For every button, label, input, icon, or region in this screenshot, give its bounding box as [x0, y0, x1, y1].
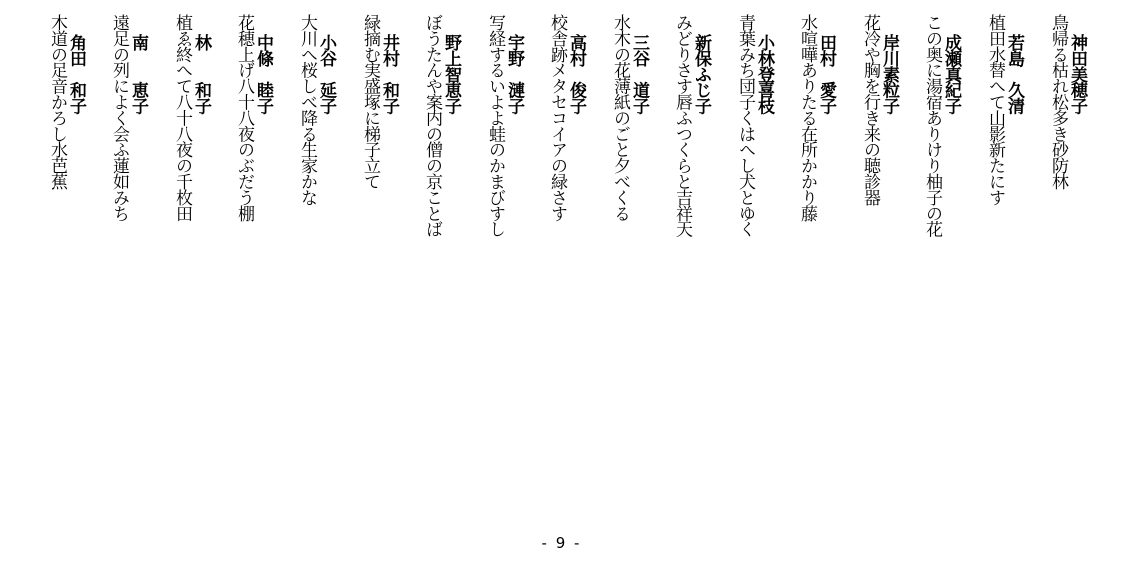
haiku-text: 遠足の列によく会ふ蓮如みち	[109, 14, 129, 221]
haiku-text: みどりさす唇ふつくらと吉祥天	[672, 14, 692, 237]
author-name: 中條 睦子	[253, 34, 273, 114]
haiku-text: 写経するいよよ蛙のかまびすし	[485, 14, 505, 237]
haiku-text: 青葉みち団子くはへし犬とゆく	[735, 14, 755, 237]
author-name: 宇野 漣子	[504, 34, 524, 114]
haiku-text: 花穂上げ八十八夜のぶだう棚	[234, 14, 254, 221]
author-name: 岸川素粒子	[879, 34, 899, 114]
author-name: 林 和子	[191, 34, 211, 114]
author-name: 若島 久清	[1004, 34, 1024, 114]
haiku-text: 緑摘む実盛塚に梯子立て	[360, 14, 380, 189]
author-name: 井村 和子	[379, 34, 399, 114]
author-name: 高村 俊子	[566, 34, 586, 114]
haiku-text: 水木の花薄紙のごと夕べくる	[610, 14, 630, 221]
page-number: - 9 -	[541, 534, 582, 552]
author-name: 神田美穂子	[1067, 34, 1087, 114]
haiku-text: ぼうたんや案内の僧の京ことば	[422, 14, 442, 237]
author-name: 小林登喜枝	[754, 34, 774, 114]
haiku-text: この奥に湯宿ありけり柚子の花	[922, 14, 942, 237]
haiku-text: 植ゑ終へて八十八夜の千枚田	[172, 14, 192, 221]
author-name: 野上智恵子	[441, 34, 461, 114]
haiku-text: 植田水替へて山影新たにす	[985, 14, 1005, 205]
haiku-text: 大川へ桜しべ降る生家かな	[297, 14, 317, 205]
author-name: 小谷 延子	[316, 34, 336, 114]
author-name: 南 恵子	[128, 34, 148, 114]
author-name: 三谷 道子	[629, 34, 649, 114]
author-name: 成瀬真紀子	[941, 34, 961, 114]
haiku-text: 鳥帰る枯れ松多き砂防林	[1048, 14, 1068, 189]
haiku-text: 校舎跡メタセコイアの緑さす	[547, 14, 567, 221]
author-name: 角田 和子	[66, 34, 86, 114]
haiku-text: 花冷や胸を行き来の聴診器	[860, 14, 880, 205]
author-name: 新保ふじ子	[691, 34, 711, 114]
haiku-text: 木道の足音かろし水芭蕉	[47, 14, 67, 189]
haiku-text: 水喧嘩ありたる在所かかり藤	[797, 14, 817, 221]
author-name: 田村 愛子	[816, 34, 836, 114]
